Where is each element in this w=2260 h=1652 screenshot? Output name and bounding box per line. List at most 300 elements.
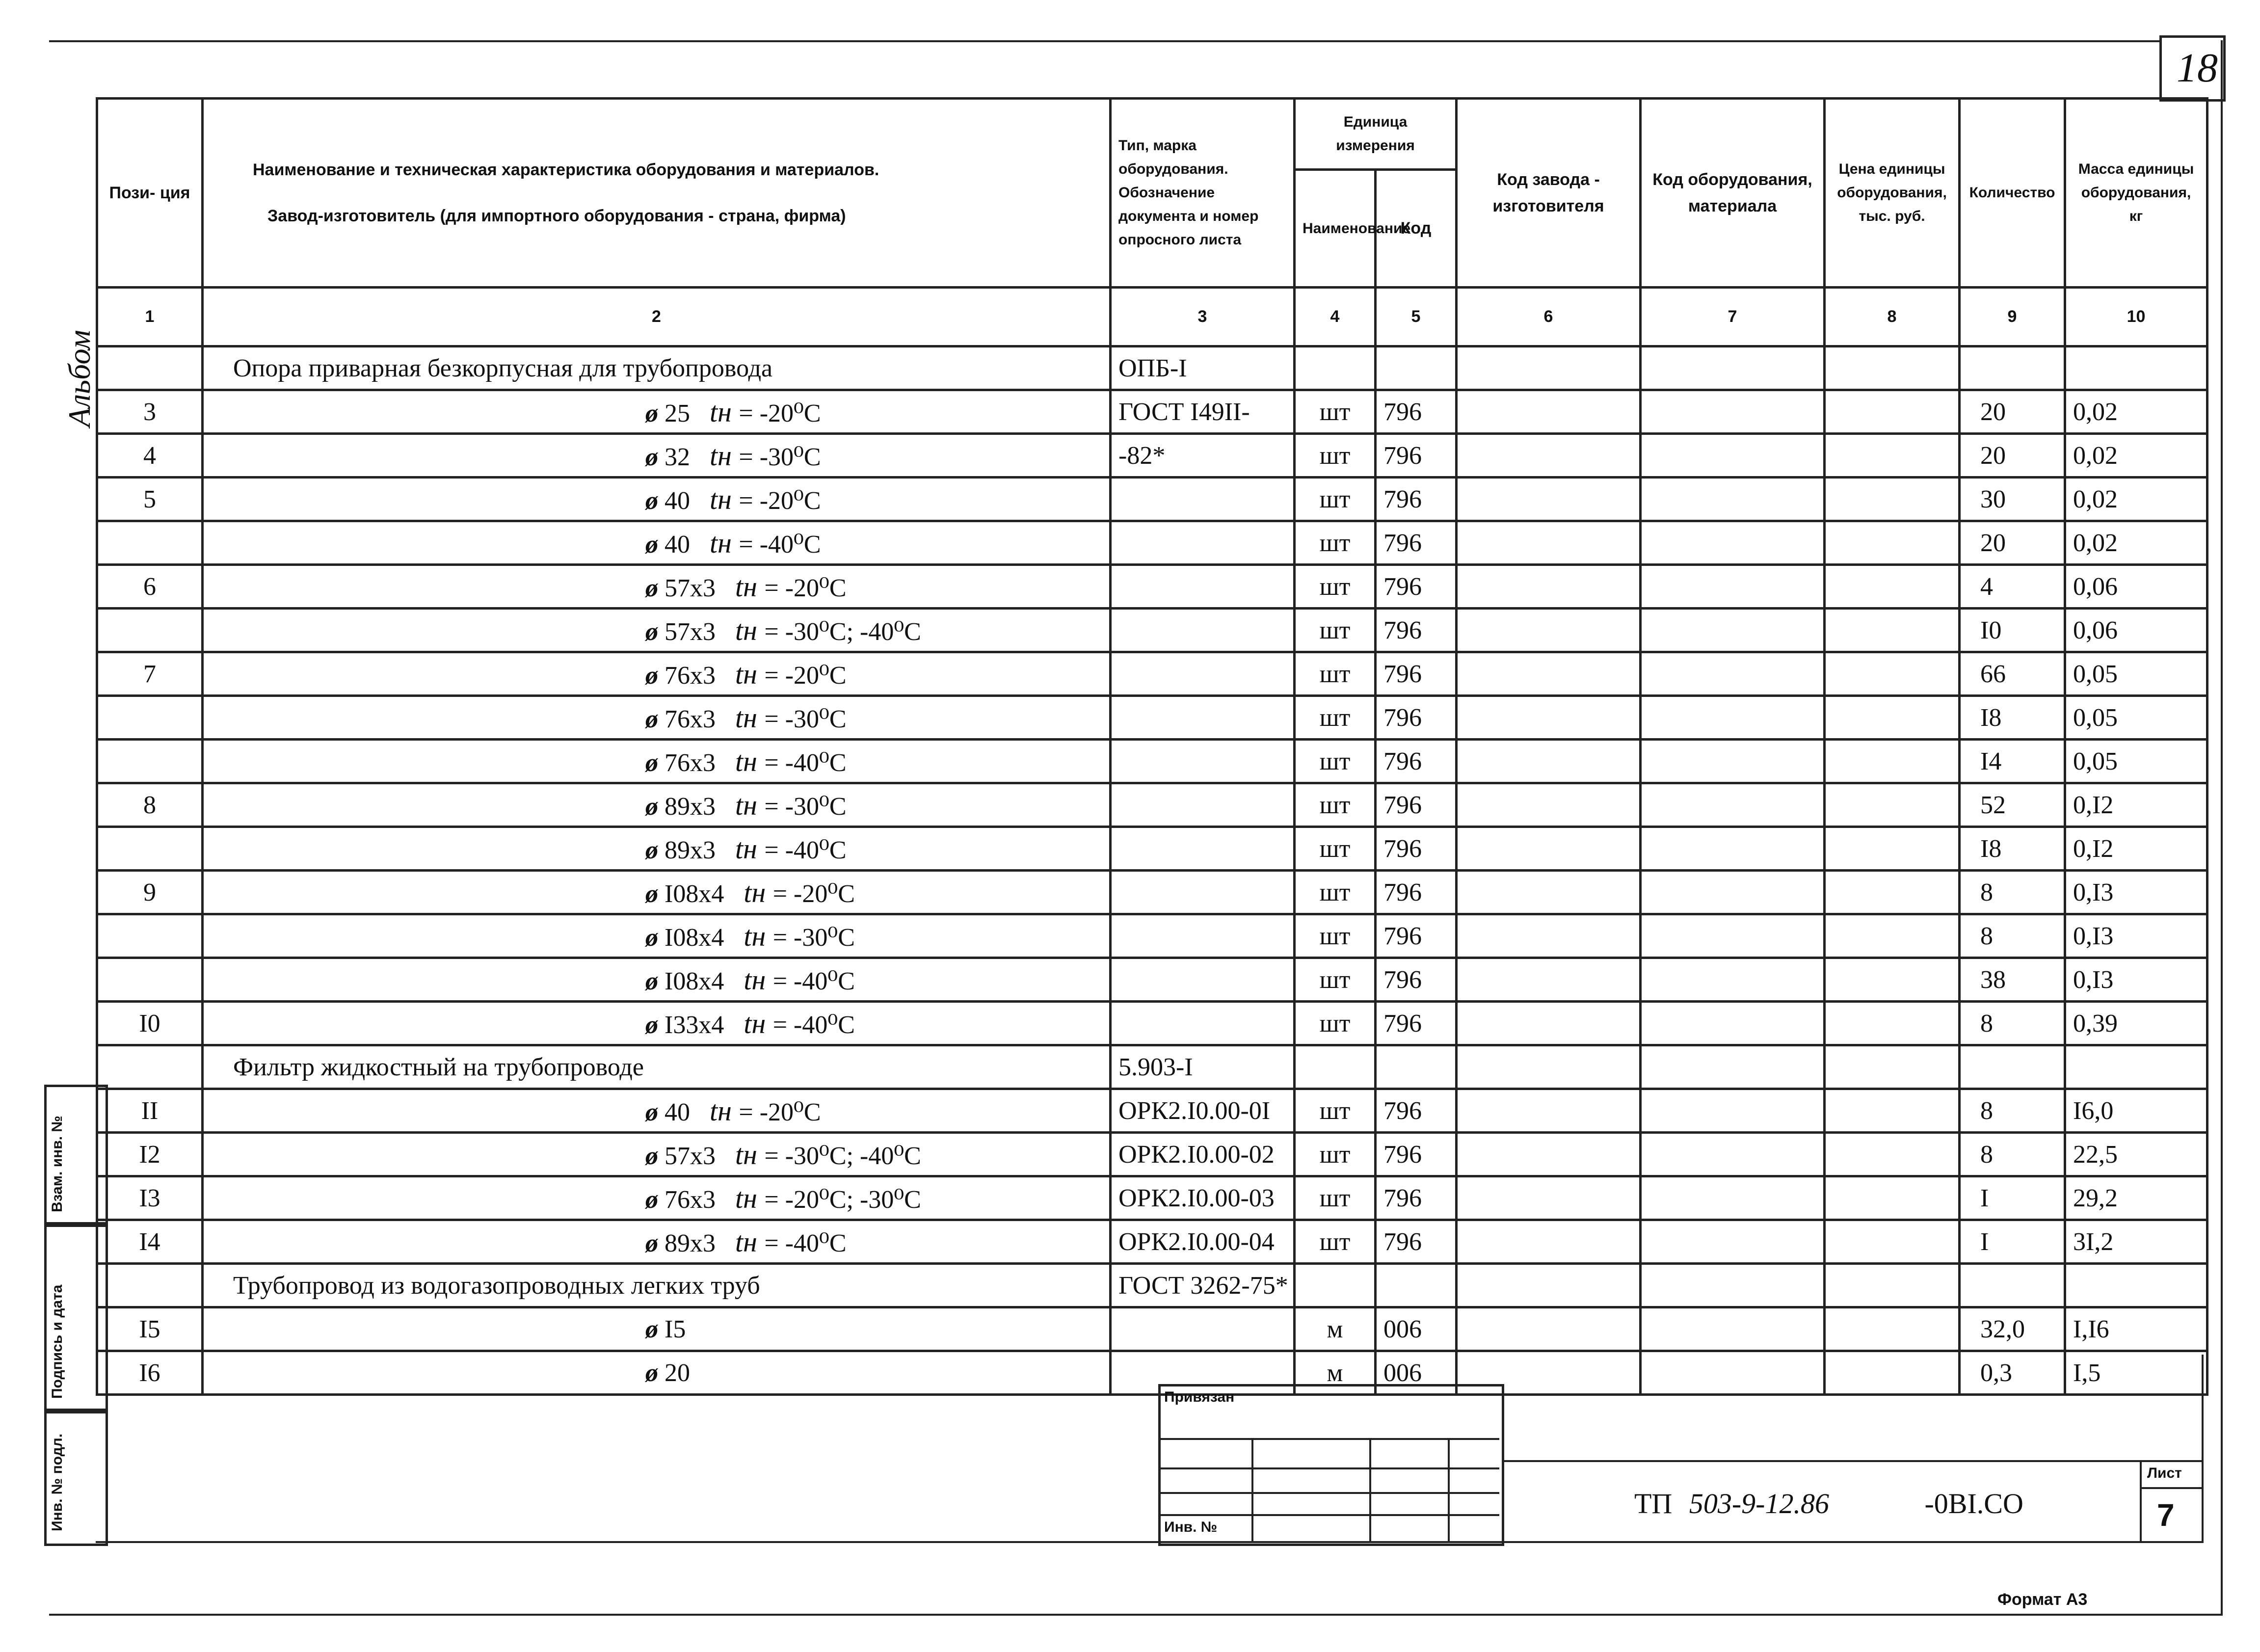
col-num: 4: [1295, 288, 1376, 346]
row-quantity: 66: [1960, 652, 2065, 696]
row-equip-code: [1641, 958, 1825, 1002]
row-type: [1111, 652, 1295, 696]
row-position: [97, 914, 203, 958]
row-mass: 0,02: [2065, 478, 2207, 521]
row-plant-code: [1457, 434, 1641, 478]
row-position: II: [97, 1089, 203, 1133]
row-price: [1825, 740, 1960, 783]
row-plant-code: [1457, 1089, 1641, 1133]
temperature-symbol: tн: [744, 963, 773, 996]
row-unit: шт: [1295, 434, 1376, 478]
header-name: Наименование и техническая характеристика оборудования и материалов. Завод-изготовитель (для импортного оборудования - страна, фирма): [203, 99, 1111, 288]
row-price: [1825, 783, 1960, 827]
row-price: [1825, 478, 1960, 521]
row-quantity: I8: [1960, 696, 2065, 740]
row-price: [1825, 609, 1960, 652]
row-equip-code: [1641, 1133, 1825, 1176]
row-price: [1825, 1133, 1960, 1176]
header-price: Цена единицы оборудования, тыс. руб.: [1825, 99, 1960, 288]
row-mass: [2065, 1045, 2207, 1089]
table-row: [97, 390, 2207, 434]
diameter-symbol: ø: [645, 967, 665, 995]
row-description: [203, 609, 1111, 652]
row-type: ГОСТ I49II-: [1111, 390, 1295, 434]
row-type: ОРК2.I0.00-0I: [1111, 1089, 1295, 1133]
row-title: Трубопровод из водогазопроводных легких труб: [203, 1264, 1111, 1307]
row-diameter: 40: [665, 1098, 690, 1126]
row-mass: I,5: [2065, 1351, 2207, 1395]
row-type: [1111, 914, 1295, 958]
row-description: [203, 521, 1111, 565]
table-row: [97, 871, 2207, 914]
row-unit: шт: [1295, 783, 1376, 827]
row-quantity: 30: [1960, 478, 2065, 521]
temperature-symbol: tн: [744, 1007, 773, 1039]
row-unit-code: 796: [1376, 783, 1457, 827]
row-unit-code: 796: [1376, 1089, 1457, 1133]
temperature-symbol: tн: [735, 570, 765, 603]
row-quantity: I0: [1960, 609, 2065, 652]
inv-no-label: Инв. №: [1164, 1519, 1218, 1535]
row-equip-code: [1641, 434, 1825, 478]
row-equip-code: [1641, 1002, 1825, 1045]
header-equip-code: Код оборудования, материала: [1641, 99, 1825, 288]
row-quantity: 32,0: [1960, 1307, 2065, 1351]
col-num: 7: [1641, 288, 1825, 346]
row-unit-code: 796: [1376, 1133, 1457, 1176]
row-unit-code: 796: [1376, 1176, 1457, 1220]
row-plant-code: [1457, 871, 1641, 914]
row-plant-code: [1457, 521, 1641, 565]
diameter-symbol: ø: [645, 705, 665, 733]
row-price: [1825, 434, 1960, 478]
row-plant-code: [1457, 1220, 1641, 1264]
row-description: [203, 652, 1111, 696]
row-equip-code: [1641, 740, 1825, 783]
row-temperature: = -30⁰C: [772, 923, 855, 952]
row-price: [1825, 652, 1960, 696]
row-type: [1111, 783, 1295, 827]
row-price: [1825, 696, 1960, 740]
row-position: [97, 346, 203, 390]
table-row: [97, 696, 2207, 740]
row-plant-code: [1457, 783, 1641, 827]
row-unit-code: 006: [1376, 1307, 1457, 1351]
row-quantity: 20: [1960, 434, 2065, 478]
header-mass: Масса единицы оборудования, кг: [2065, 99, 2207, 288]
row-quantity: I8: [1960, 827, 2065, 871]
row-unit: шт: [1295, 696, 1376, 740]
row-title: Фильтр жидкостный на трубопроводе: [203, 1045, 1111, 1089]
table-row: [97, 1220, 2207, 1264]
row-equip-code: [1641, 914, 1825, 958]
table-row: [97, 1002, 2207, 1045]
diameter-symbol: ø: [645, 486, 665, 515]
row-diameter: 89x3: [665, 792, 716, 821]
temperature-symbol: tн: [735, 701, 765, 734]
row-equip-code: [1641, 696, 1825, 740]
col-num: 9: [1960, 288, 2065, 346]
table-row: [97, 783, 2207, 827]
diameter-symbol: ø: [645, 1229, 665, 1257]
row-quantity: [1960, 1264, 2065, 1307]
row-position: 8: [97, 783, 203, 827]
row-temperature: = -20⁰C: [764, 661, 847, 690]
document-code: ТП 503-9-12.86 -0BI.CO: [1634, 1488, 2023, 1519]
row-plant-code: [1457, 390, 1641, 434]
diameter-symbol: ø: [645, 836, 665, 864]
row-description: [203, 1307, 1111, 1351]
row-mass: 0,I2: [2065, 827, 2207, 871]
row-unit: шт: [1295, 871, 1376, 914]
col-num: 1: [97, 288, 203, 346]
specification-body: [97, 346, 2207, 1395]
table-row: [97, 958, 2207, 1002]
row-type: ОРК2.I0.00-02: [1111, 1133, 1295, 1176]
row-unit: м: [1295, 1351, 1376, 1395]
row-unit-code: 796: [1376, 696, 1457, 740]
table-row: [97, 1133, 2207, 1176]
row-mass: 0,05: [2065, 740, 2207, 783]
row-unit: шт: [1295, 478, 1376, 521]
row-type: [1111, 521, 1295, 565]
row-equip-code: [1641, 478, 1825, 521]
row-equip-code: [1641, 1089, 1825, 1133]
row-mass: 0,02: [2065, 434, 2207, 478]
table-row: [97, 1176, 2207, 1220]
row-unit-code: 796: [1376, 609, 1457, 652]
row-position: 3: [97, 390, 203, 434]
row-mass: I6,0: [2065, 1089, 2207, 1133]
row-mass: 0,I3: [2065, 914, 2207, 958]
table-row: [97, 565, 2207, 609]
row-position: I4: [97, 1220, 203, 1264]
table-row: [97, 914, 2207, 958]
row-price: [1825, 1176, 1960, 1220]
row-mass: 0,02: [2065, 390, 2207, 434]
row-price: [1825, 1264, 1960, 1307]
row-unit-code: 796: [1376, 871, 1457, 914]
row-price: [1825, 1089, 1960, 1133]
diameter-symbol: ø: [645, 1142, 665, 1170]
row-diameter: 76x3: [665, 661, 716, 690]
row-plant-code: [1457, 565, 1641, 609]
row-type: 5.903-I: [1111, 1045, 1295, 1089]
table-row: [97, 1351, 2207, 1395]
row-plant-code: [1457, 1264, 1641, 1307]
row-plant-code: [1457, 696, 1641, 740]
row-unit-code: 796: [1376, 521, 1457, 565]
row-unit: шт: [1295, 914, 1376, 958]
row-diameter: 76x3: [665, 705, 716, 733]
row-price: [1825, 871, 1960, 914]
row-quantity: 8: [1960, 914, 2065, 958]
diameter-symbol: ø: [645, 1185, 665, 1214]
row-type: ОПБ-I: [1111, 346, 1295, 390]
row-unit: шт: [1295, 609, 1376, 652]
temperature-symbol: tн: [710, 527, 739, 559]
row-unit-code: 796: [1376, 478, 1457, 521]
row-temperature: = -40⁰C: [772, 967, 855, 995]
row-equip-code: [1641, 1220, 1825, 1264]
row-temperature: = -40⁰C: [739, 530, 821, 559]
diameter-symbol: ø: [645, 530, 665, 559]
row-equip-code: [1641, 390, 1825, 434]
row-unit: шт: [1295, 958, 1376, 1002]
row-equip-code: [1641, 609, 1825, 652]
row-diameter: 57x3: [665, 1142, 716, 1170]
row-quantity: I: [1960, 1176, 2065, 1220]
row-description: [203, 390, 1111, 434]
row-quantity: 0,3: [1960, 1351, 2065, 1395]
row-equip-code: [1641, 1045, 1825, 1089]
row-description: [203, 1089, 1111, 1133]
row-mass: 22,5: [2065, 1133, 2207, 1176]
col-num: 2: [203, 288, 1111, 346]
row-type: [1111, 609, 1295, 652]
temperature-symbol: tн: [735, 658, 765, 690]
row-plant-code: [1457, 1307, 1641, 1351]
row-temperature: = -30⁰C: [739, 443, 821, 471]
header-unit-name: Наименование: [1295, 170, 1376, 288]
row-mass: 0,39: [2065, 1002, 2207, 1045]
row-position: [97, 696, 203, 740]
row-description: [203, 914, 1111, 958]
row-temperature: = -20⁰C: [772, 879, 855, 908]
row-description: [203, 958, 1111, 1002]
table-row: [97, 1307, 2207, 1351]
header-unit-group: Единица измерения: [1295, 99, 1457, 170]
row-quantity: 38: [1960, 958, 2065, 1002]
row-price: [1825, 565, 1960, 609]
col-num: 6: [1457, 288, 1641, 346]
row-type: ОРК2.I0.00-04: [1111, 1220, 1295, 1264]
row-temperature: = -40⁰C: [772, 1011, 855, 1039]
row-quantity: 20: [1960, 521, 2065, 565]
row-temperature: = -30⁰C; -40⁰C: [764, 1142, 921, 1170]
row-position: [97, 958, 203, 1002]
diameter-symbol: ø: [645, 399, 665, 427]
temperature-symbol: tн: [735, 1226, 765, 1258]
diameter-symbol: ø: [645, 792, 665, 821]
row-mass: 3I,2: [2065, 1220, 2207, 1264]
row-position: I3: [97, 1176, 203, 1220]
diameter-symbol: ø: [645, 879, 665, 908]
table-row: [97, 652, 2207, 696]
row-mass: [2065, 1264, 2207, 1307]
row-mass: 0,05: [2065, 696, 2207, 740]
row-unit-code: 796: [1376, 740, 1457, 783]
row-unit-code: 796: [1376, 1002, 1457, 1045]
row-plant-code: [1457, 609, 1641, 652]
row-temperature: = -20⁰C: [739, 486, 821, 515]
row-plant-code: [1457, 346, 1641, 390]
row-diameter: 57x3: [665, 574, 716, 602]
row-type: [1111, 871, 1295, 914]
row-type: -82*: [1111, 434, 1295, 478]
row-plant-code: [1457, 914, 1641, 958]
row-unit-code: [1376, 346, 1457, 390]
row-diameter: I08x4: [665, 923, 724, 952]
side-album-label: Альбом: [62, 330, 97, 427]
col-num: 3: [1111, 288, 1295, 346]
row-unit-code: [1376, 1264, 1457, 1307]
row-diameter: 20: [665, 1359, 690, 1387]
format-label: Формат А3: [1997, 1590, 2088, 1609]
row-equip-code: [1641, 1264, 1825, 1307]
row-position: I2: [97, 1133, 203, 1176]
row-type: ГОСТ 3262-75*: [1111, 1264, 1295, 1307]
row-mass: 0,02: [2065, 521, 2207, 565]
temperature-symbol: tн: [710, 1094, 739, 1127]
row-equip-code: [1641, 783, 1825, 827]
diameter-symbol: ø: [645, 748, 665, 777]
row-mass: 0,06: [2065, 609, 2207, 652]
table-row: [97, 740, 2207, 783]
row-price: [1825, 390, 1960, 434]
temperature-symbol: tн: [710, 483, 739, 515]
row-quantity: [1960, 1045, 2065, 1089]
row-diameter: 32: [665, 443, 690, 471]
row-unit-code: 006: [1376, 1351, 1457, 1395]
sheet-cell-mid-line: [2140, 1487, 2204, 1489]
sheet-value: 7: [2157, 1497, 2175, 1533]
temperature-symbol: tн: [735, 1138, 765, 1171]
row-description: [203, 565, 1111, 609]
row-diameter: 40: [665, 486, 690, 515]
row-type: [1111, 696, 1295, 740]
row-diameter: 57x3: [665, 617, 716, 646]
row-type: [1111, 1307, 1295, 1351]
row-unit: [1295, 1264, 1376, 1307]
row-unit-code: [1376, 1045, 1457, 1089]
row-unit: шт: [1295, 565, 1376, 609]
privyazan-label: Привязан: [1164, 1389, 1235, 1405]
temperature-symbol: tн: [710, 396, 739, 428]
row-temperature: = -30⁰C: [764, 792, 847, 821]
row-equip-code: [1641, 565, 1825, 609]
row-unit: шт: [1295, 1220, 1376, 1264]
table-row: [97, 478, 2207, 521]
row-mass: 0,06: [2065, 565, 2207, 609]
row-description: [203, 827, 1111, 871]
row-unit: [1295, 346, 1376, 390]
row-plant-code: [1457, 1045, 1641, 1089]
row-unit: шт: [1295, 652, 1376, 696]
header-plant-code: Код завода - изготовителя: [1457, 99, 1641, 288]
row-unit: шт: [1295, 827, 1376, 871]
sheet-number-top: 18: [2177, 45, 2218, 91]
table-row: [97, 346, 2207, 390]
row-position: 4: [97, 434, 203, 478]
row-temperature: = -40⁰C: [764, 748, 847, 777]
row-description: [203, 1220, 1111, 1264]
table-row: [97, 609, 2207, 652]
row-quantity: 8: [1960, 1133, 2065, 1176]
row-position: [97, 1045, 203, 1089]
temperature-symbol: tн: [735, 789, 765, 821]
row-plant-code: [1457, 478, 1641, 521]
temperature-symbol: tн: [710, 439, 739, 472]
table-row: [97, 434, 2207, 478]
row-unit: шт: [1295, 740, 1376, 783]
diameter-symbol: ø: [645, 617, 665, 646]
row-unit-code: 796: [1376, 1220, 1457, 1264]
row-type: ОРК2.I0.00-03: [1111, 1176, 1295, 1220]
row-diameter: 89x3: [665, 836, 716, 864]
row-quantity: 4: [1960, 565, 2065, 609]
row-unit: м: [1295, 1307, 1376, 1351]
row-unit-code: 796: [1376, 827, 1457, 871]
row-mass: 0,05: [2065, 652, 2207, 696]
header-pos: Пози- ция: [97, 99, 203, 288]
header-unit-code: Код: [1376, 170, 1457, 288]
row-temperature: = -40⁰C: [764, 836, 847, 864]
row-unit: шт: [1295, 1176, 1376, 1220]
row-diameter: 76x3: [665, 748, 716, 777]
column-numbers-row: [97, 288, 2207, 346]
row-mass: 0,I3: [2065, 958, 2207, 1002]
row-type: [1111, 1002, 1295, 1045]
diameter-symbol: ø: [645, 1098, 665, 1126]
row-temperature: = -20⁰C: [739, 399, 821, 427]
sheet-cell-divider: [2140, 1460, 2142, 1543]
row-diameter: I5: [665, 1315, 686, 1343]
row-position: [97, 827, 203, 871]
row-equip-code: [1641, 652, 1825, 696]
row-mass: 0,I2: [2065, 783, 2207, 827]
row-position: 5: [97, 478, 203, 521]
row-description: [203, 478, 1111, 521]
row-unit-code: 796: [1376, 434, 1457, 478]
row-plant-code: [1457, 1133, 1641, 1176]
row-equip-code: [1641, 1176, 1825, 1220]
row-position: 7: [97, 652, 203, 696]
row-equip-code: [1641, 827, 1825, 871]
row-price: [1825, 914, 1960, 958]
row-unit-code: 796: [1376, 652, 1457, 696]
row-equip-code: [1641, 1307, 1825, 1351]
row-price: [1825, 1045, 1960, 1089]
row-quantity: [1960, 346, 2065, 390]
row-temperature: = -20⁰C: [739, 1098, 821, 1126]
row-plant-code: [1457, 1176, 1641, 1220]
row-mass: 29,2: [2065, 1176, 2207, 1220]
sheet-label: Лист: [2147, 1465, 2182, 1481]
row-position: 6: [97, 565, 203, 609]
col-num: 8: [1825, 288, 1960, 346]
row-quantity: 8: [1960, 871, 2065, 914]
diameter-symbol: ø: [645, 661, 665, 690]
row-price: [1825, 1220, 1960, 1264]
table-row: [97, 1089, 2207, 1133]
row-description: [203, 783, 1111, 827]
privyazan-grid-v2: [1369, 1438, 1371, 1541]
row-description: [203, 1351, 1111, 1395]
row-position: I6: [97, 1351, 203, 1395]
row-diameter: I08x4: [665, 879, 724, 908]
row-position: [97, 740, 203, 783]
row-quantity: I4: [1960, 740, 2065, 783]
row-unit: шт: [1295, 1089, 1376, 1133]
row-quantity: 8: [1960, 1002, 2065, 1045]
temperature-symbol: tн: [735, 1182, 765, 1214]
row-equip-code: [1641, 346, 1825, 390]
margin-label-podpis: Подпись и дата: [49, 1284, 65, 1399]
row-price: [1825, 1351, 1960, 1395]
row-unit: шт: [1295, 521, 1376, 565]
row-temperature: = -20⁰C; -30⁰C: [764, 1185, 921, 1214]
